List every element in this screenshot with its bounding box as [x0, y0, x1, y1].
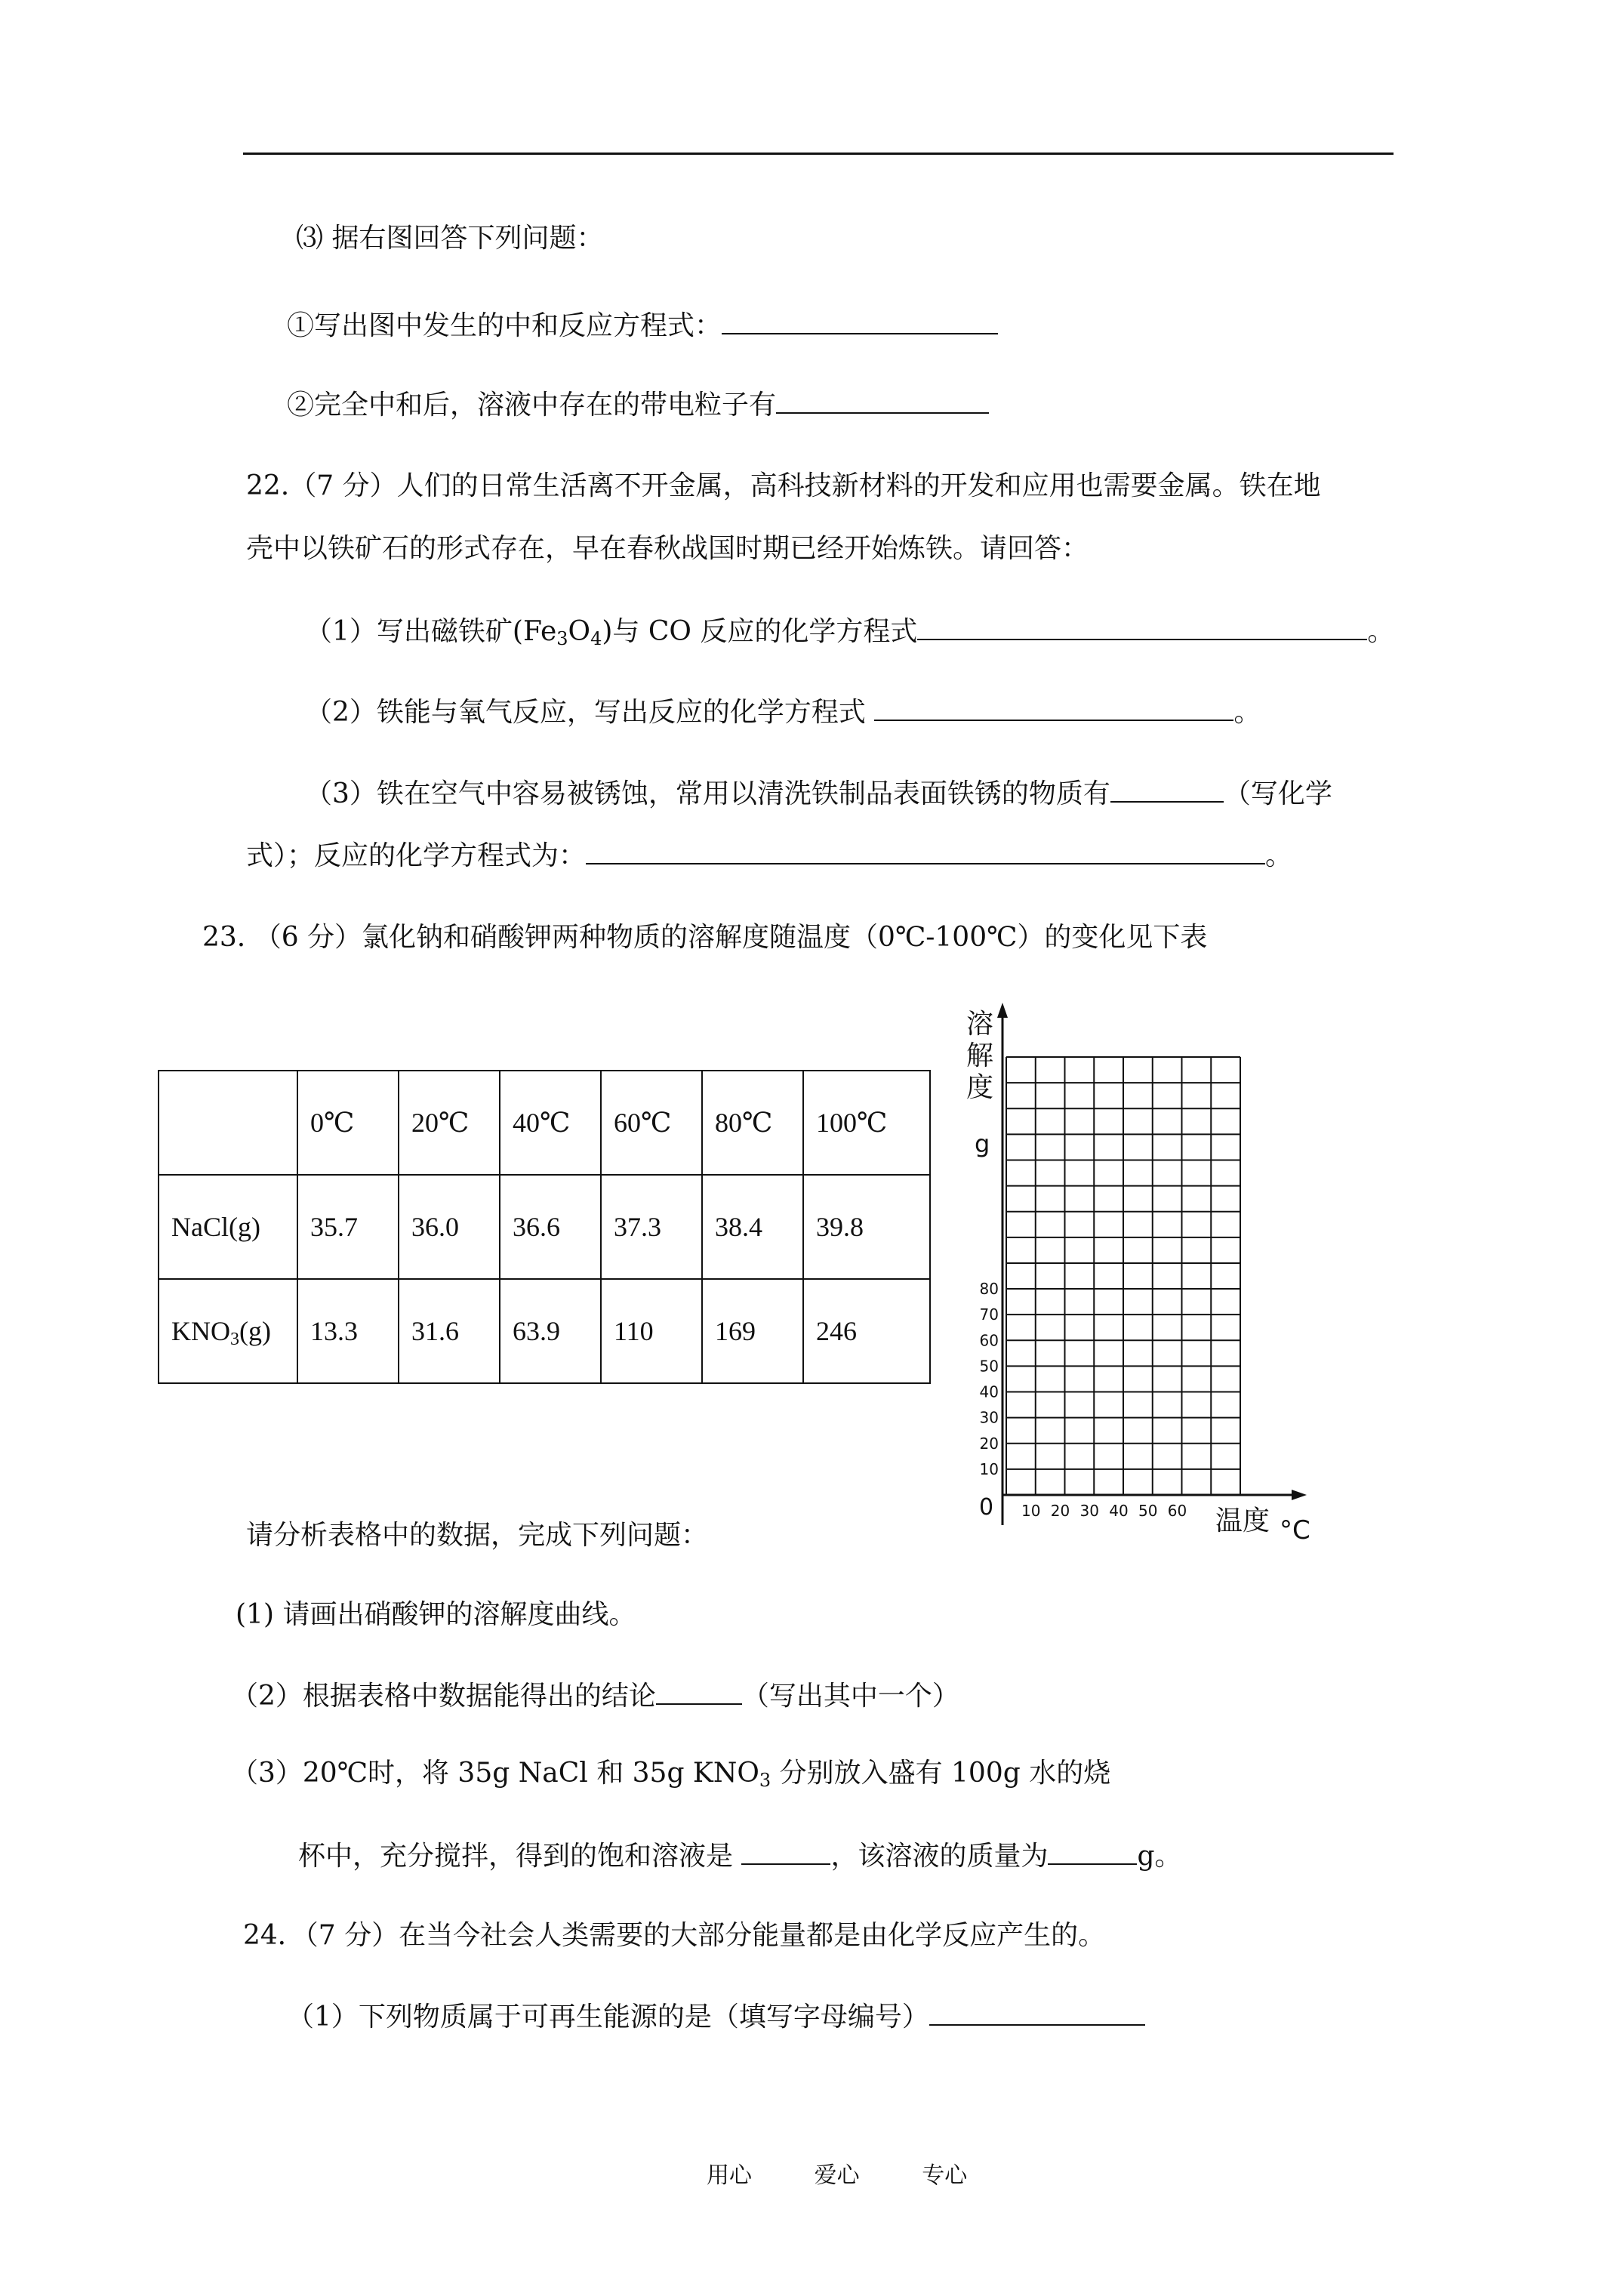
answer-blank[interactable] — [776, 385, 989, 414]
table-row-label: NaCl(g) — [159, 1175, 297, 1279]
answer-blank[interactable] — [586, 836, 1265, 864]
q21-item1: ①写出图中发生的中和反应方程式： — [287, 306, 998, 344]
answer-blank[interactable] — [874, 692, 1233, 721]
answer-blank[interactable] — [929, 1997, 1145, 2026]
table-cell: 37.3 — [601, 1175, 702, 1279]
q22-line1: 22.（7 分）人们的日常生活离不开金属，高科技新材料的开发和应用也需要金属。铁在地 — [246, 470, 1321, 501]
table-cell: 38.4 — [702, 1175, 803, 1279]
q21-intro: ⑶ 据右图回答下列问题： — [296, 223, 604, 254]
answer-blank[interactable] — [917, 612, 1367, 640]
y-label-char: g — [975, 1130, 990, 1158]
q23-intro: 23. （6 分）氯化钠和硝酸钾两种物质的溶解度随温度（0℃-100℃）的变化见下表 — [202, 922, 1208, 953]
x-axis-arrow — [1292, 1490, 1307, 1500]
table-cell: 31.6 — [399, 1279, 500, 1383]
table-row-nacl — [159, 1175, 930, 1279]
q22-line2: 壳中以铁矿石的形式存在，早在春秋战国时期已经开始炼铁。请回答： — [246, 533, 1089, 564]
x-tick-label: 30 — [1079, 1502, 1099, 1520]
table-row-label: $KNO_3(g)$ — [159, 1279, 297, 1383]
q22-part2: （2）铁能与氧气反应，写出反应的化学方程式 。 — [305, 692, 1261, 731]
y-axis-arrow — [997, 1003, 1008, 1018]
y-tick-labels — [980, 1280, 999, 1478]
q22-part3-cont: 式）；反应的化学方程式为： 。 — [246, 836, 1292, 874]
y-tick-label: 20 — [979, 1434, 999, 1453]
q23-part3-cont: 杯中，充分搅拌，得到的饱和溶液是 ，该溶液的质量为 g。 — [298, 1836, 1182, 1875]
table-cell: 110 — [601, 1279, 702, 1383]
y-tick-label: 80 — [979, 1280, 999, 1299]
table-cell: 13.3 — [297, 1279, 399, 1383]
graph-labels — [966, 1009, 1310, 1546]
answer-blank[interactable] — [741, 1836, 830, 1865]
x-axis-label: 温度 — [1215, 1505, 1270, 1536]
q22-part3: （3）铁在空气中容易被锈蚀，常用以清洗铁制品表面铁锈的物质有 （写化学 — [305, 774, 1332, 812]
table-cell: 63.9 — [500, 1279, 601, 1383]
table-row-kno3 — [159, 1279, 930, 1383]
y-tick-label: 50 — [979, 1357, 999, 1376]
table-cell: 0℃ — [297, 1071, 399, 1175]
table-cell: 100℃ — [803, 1071, 930, 1175]
table-cell: 40℃ — [500, 1071, 601, 1175]
q23-part1: (1) 请画出硝酸钾的溶解度曲线。 — [236, 1599, 636, 1630]
x-tick-label: 50 — [1138, 1502, 1158, 1520]
table-cell: 60℃ — [601, 1071, 702, 1175]
x-tick-label: 10 — [1021, 1502, 1041, 1520]
answer-blank[interactable] — [1048, 1836, 1137, 1865]
y-label-char: 度 — [966, 1072, 994, 1103]
x-axis-unit: °C — [1280, 1515, 1310, 1546]
y-tick-label: 60 — [979, 1331, 999, 1350]
x-tick-label: 20 — [1050, 1502, 1070, 1520]
table-header-row — [159, 1071, 930, 1175]
table-cell: 20℃ — [399, 1071, 500, 1175]
y-tick-label: 30 — [979, 1408, 999, 1427]
header-rule — [243, 153, 1394, 155]
q23-analyze: 请分析表格中的数据，完成下列问题： — [246, 1520, 709, 1551]
q23-part3: （3）20℃时，将 35g NaCl 和 35g $KNO_3$ 分别放入盛有 100g 水的烧 — [231, 1758, 1111, 1791]
grid-lines — [1006, 1057, 1240, 1495]
x-tick-labels — [1021, 1502, 1187, 1520]
x-tick-label: 40 — [1109, 1502, 1129, 1520]
table-cell: 246 — [803, 1279, 930, 1383]
q24-intro: 24．（7 分）在当今社会人类需要的大部分能量都是由化学反应产生的。 — [243, 1920, 1106, 1951]
q21-item2: ②完全中和后，溶液中存在的带电粒子有 — [287, 385, 989, 424]
answer-blank[interactable] — [1110, 774, 1224, 803]
y-label-char: 溶 — [966, 1009, 994, 1040]
x-tick-label: 60 — [1167, 1502, 1187, 1520]
y-tick-label: 10 — [979, 1459, 999, 1478]
table-cell: 80℃ — [702, 1071, 803, 1175]
solubility-graph-grid[interactable] — [947, 997, 1340, 1548]
q23-part2: （2）根据表格中数据能得出的结论 （写出其中一个） — [231, 1676, 959, 1715]
origin-label: 0 — [979, 1494, 994, 1521]
solubility-table — [158, 1070, 931, 1384]
table-cell: 36.0 — [399, 1175, 500, 1279]
answer-blank[interactable] — [656, 1676, 742, 1705]
y-label-char: 解 — [966, 1040, 994, 1071]
table-cell: 39.8 — [803, 1175, 930, 1279]
page-footer: 用心 爱心 专心 — [707, 2162, 968, 2189]
answer-blank[interactable] — [722, 306, 998, 334]
y-tick-label: 70 — [979, 1305, 999, 1324]
table-cell: 36.6 — [500, 1175, 601, 1279]
table-cell: 169 — [702, 1279, 803, 1383]
q24-part1: （1）下列物质属于可再生能源的是（填写字母编号） — [287, 1997, 1145, 2036]
table-cell — [159, 1071, 297, 1175]
q22-part1: （1）写出磁铁矿$(Fe_3O_4)$与 CO 反应的化学方程式 。 — [305, 612, 1394, 650]
y-tick-label: 40 — [979, 1382, 999, 1401]
table-cell: 35.7 — [297, 1175, 399, 1279]
